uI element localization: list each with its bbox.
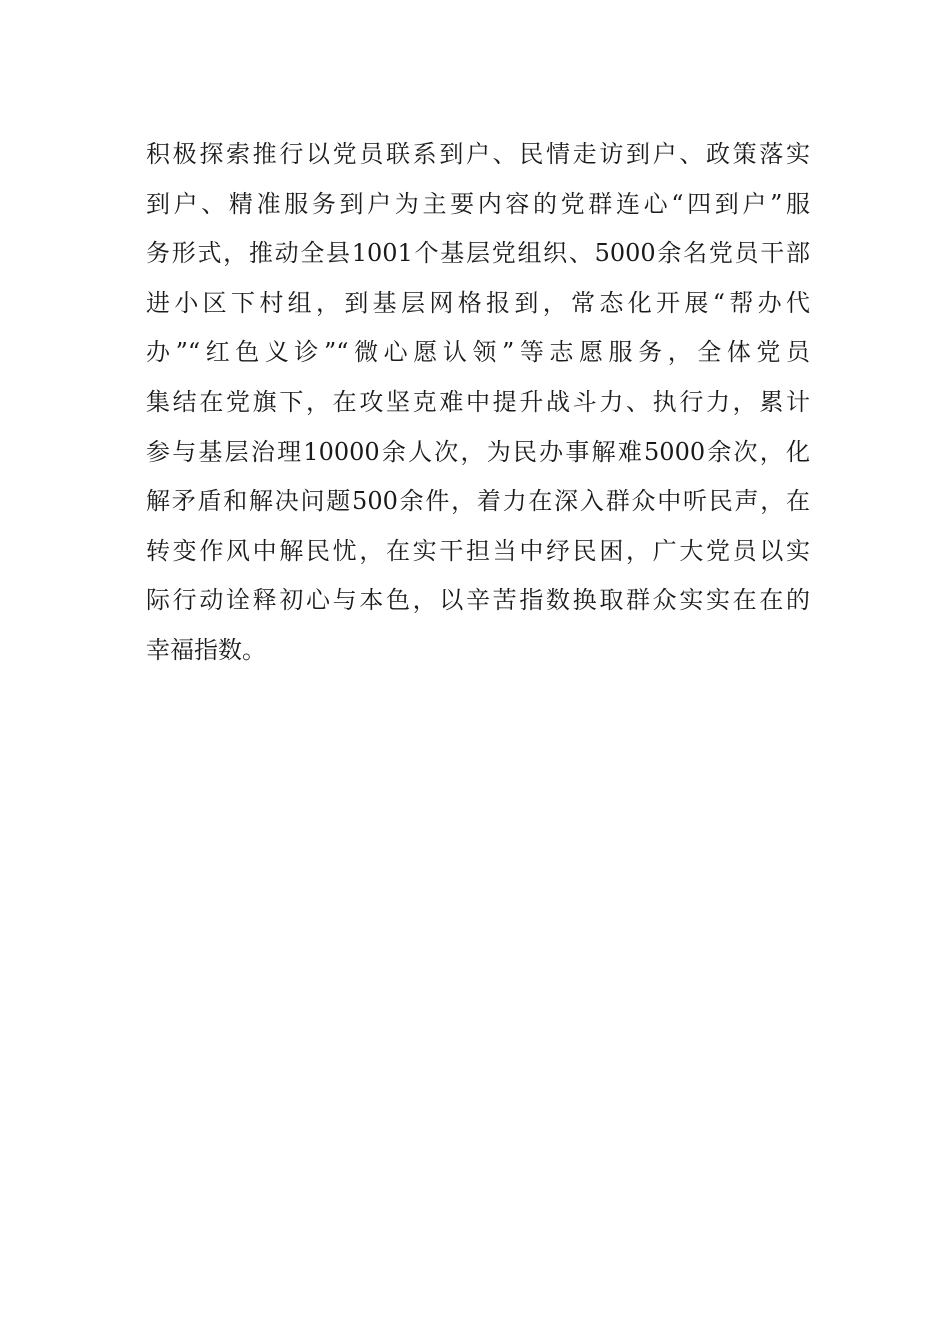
paragraph-line: 转变作风中解民忧，在实干担当中纾民困，广大党员以实 xyxy=(146,536,810,565)
paragraph-line: 到户、精准服务到户为主要内容的党群连心“四到户”服 xyxy=(146,189,810,218)
paragraph-line: 进小区下村组，到基层网格报到，常态化开展“帮办代 xyxy=(146,288,810,317)
paragraph-line: 幸福指数。 xyxy=(146,635,266,664)
paragraph-line: 际行动诠释初心与本色，以辛苦指数换取群众实实在在的 xyxy=(146,586,810,615)
paragraph-line: 解矛盾和解决问题500余件，着力在深入群众中听民声，在 xyxy=(146,487,810,516)
paragraph-line: 集结在党旗下，在攻坚克难中提升战斗力、执行力，累计 xyxy=(146,387,810,416)
body-paragraph xyxy=(146,130,810,676)
paragraph-line: 参与基层治理10000余人次，为民办事解难5000余次，化 xyxy=(146,437,810,466)
paragraph-line: 务形式，推动全县1001个基层党组织、5000余名党员干部 xyxy=(146,239,810,268)
paragraph-line: 积极探索推行以党员联系到户、民情走访到户、政策落实 xyxy=(146,140,810,168)
paragraph-line: 办”“红色义诊”“微心愿认领”等志愿服务，全体党员 xyxy=(146,338,810,367)
